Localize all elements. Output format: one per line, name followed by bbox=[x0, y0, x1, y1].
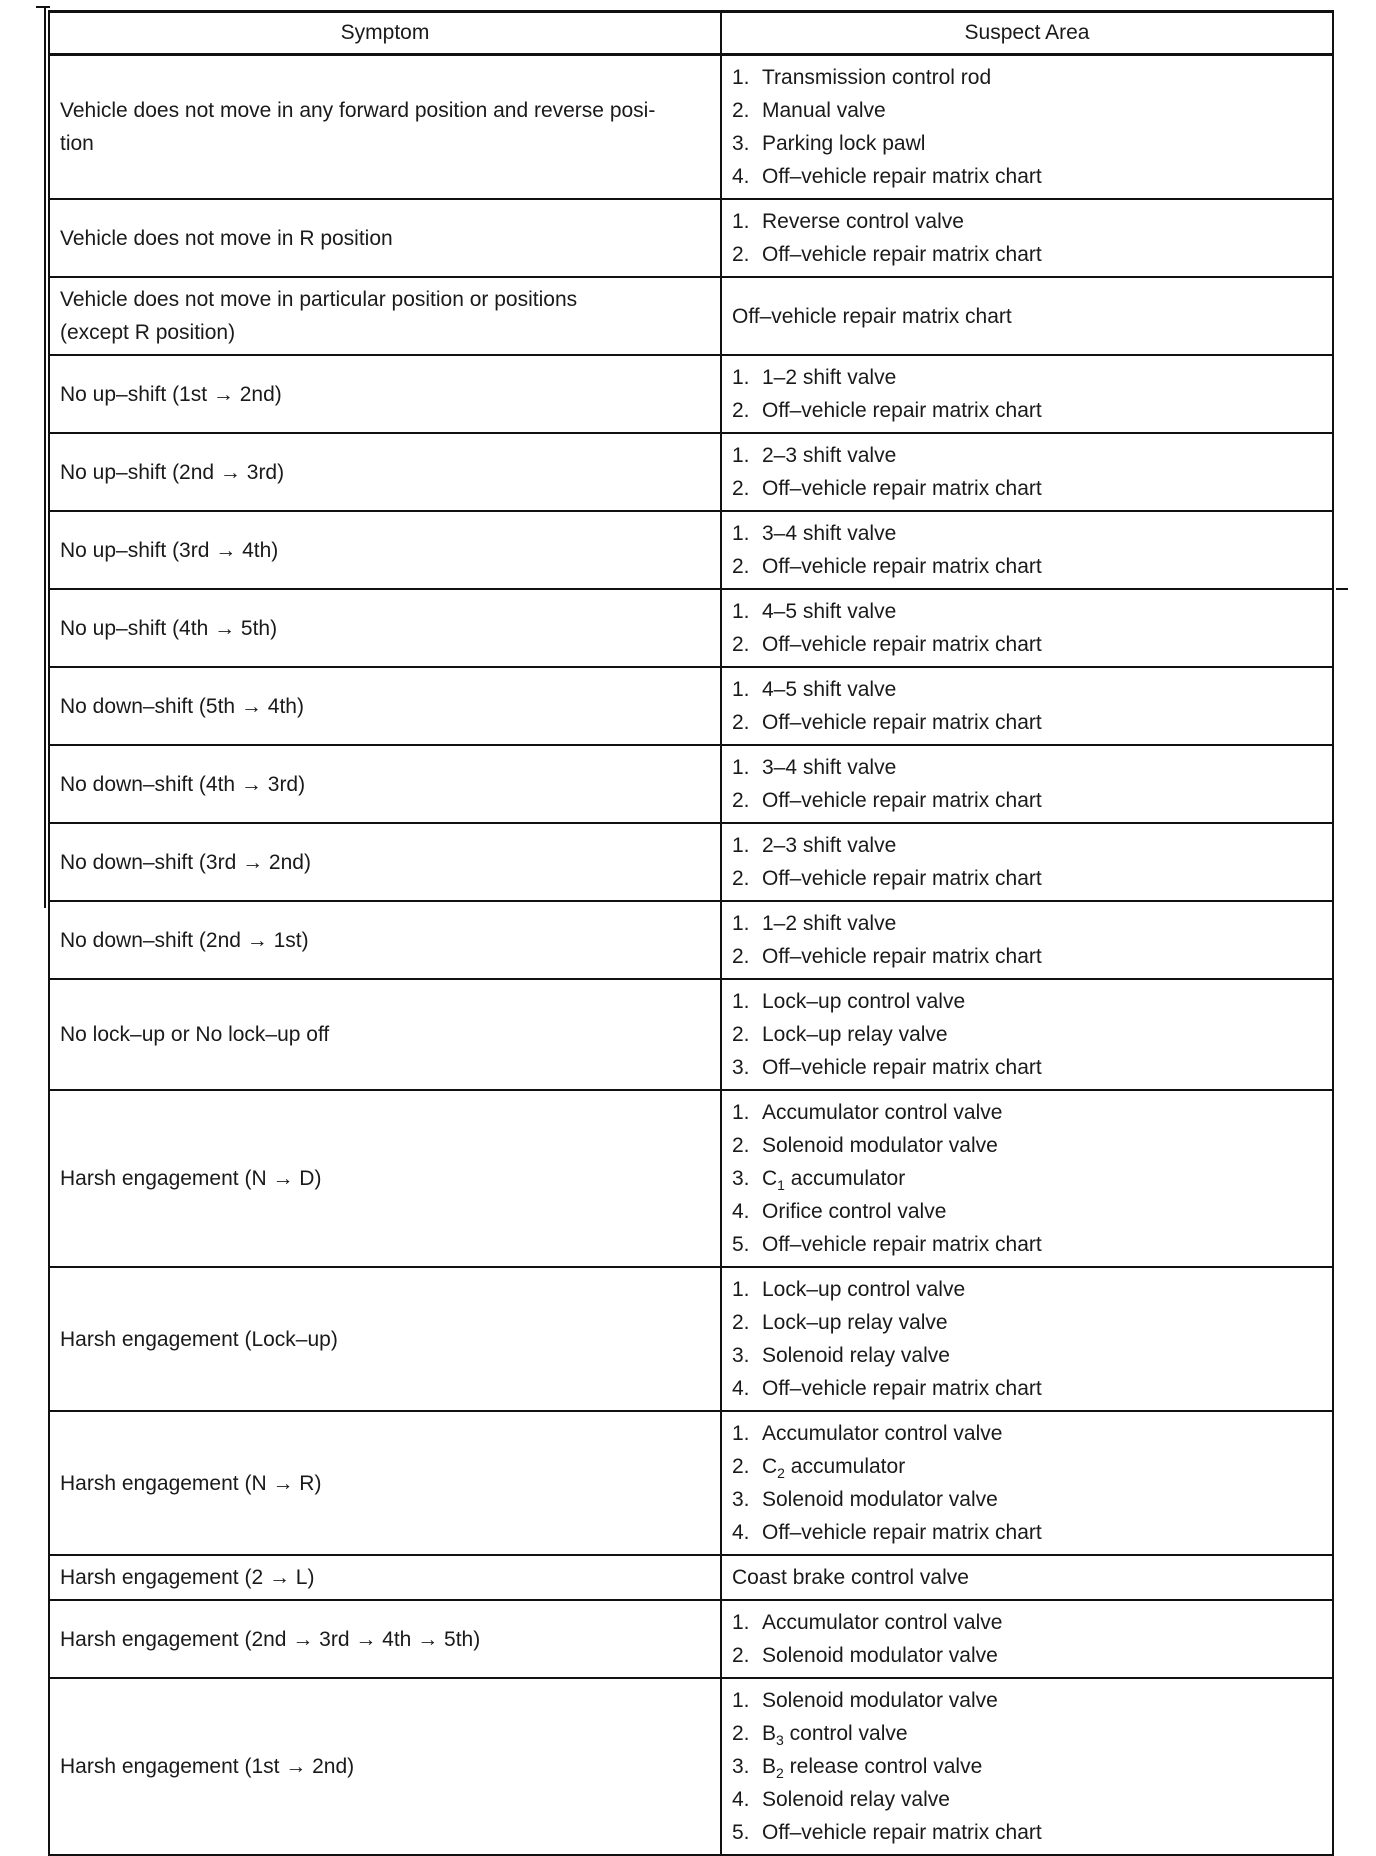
item-number: 2. bbox=[732, 399, 750, 422]
suspect-text bbox=[762, 1755, 983, 1782]
symptom-cell: No down–shift (3rd → 2nd) bbox=[49, 823, 721, 901]
suspect-list bbox=[732, 985, 1322, 1084]
suspect-area-cell bbox=[721, 901, 1333, 979]
suspect-item bbox=[732, 1162, 1322, 1195]
suspect-list bbox=[732, 595, 1322, 661]
table-row bbox=[49, 55, 1333, 200]
item-number: 2. bbox=[732, 789, 750, 812]
table-row bbox=[49, 511, 1333, 589]
suspect-text: 3–4 shift valve bbox=[762, 756, 897, 779]
symptom-cell: No up–shift (1st → 2nd) bbox=[49, 355, 721, 433]
component-name: accumulator bbox=[784, 1167, 906, 1190]
suspect-list bbox=[732, 751, 1322, 817]
suspect-item bbox=[732, 1750, 1322, 1783]
suspect-item bbox=[732, 361, 1322, 394]
table-row bbox=[49, 979, 1333, 1090]
symptom-cell: No down–shift (5th → 4th) bbox=[49, 667, 721, 745]
item-number: 2. bbox=[732, 633, 750, 656]
suspect-area-cell bbox=[721, 199, 1333, 277]
suspect-item bbox=[732, 1195, 1322, 1228]
item-number: 2. bbox=[732, 243, 750, 266]
item-number: 2. bbox=[732, 1722, 750, 1745]
table-row bbox=[49, 1555, 1333, 1600]
item-number: 3. bbox=[732, 1755, 750, 1778]
suspect-text bbox=[762, 1722, 908, 1749]
suspect-item bbox=[732, 1639, 1322, 1672]
suspect-list bbox=[732, 1273, 1322, 1405]
suspect-text: Off–vehicle repair matrix chart bbox=[762, 789, 1042, 812]
suspect-item bbox=[732, 1129, 1322, 1162]
suspect-text: Off–vehicle repair matrix chart bbox=[762, 1821, 1042, 1844]
suspect-item bbox=[732, 1228, 1322, 1261]
component-name: control valve bbox=[783, 1722, 908, 1745]
suspect-item bbox=[732, 907, 1322, 940]
suspect-item bbox=[732, 238, 1322, 271]
suspect-text: Off–vehicle repair matrix chart bbox=[762, 711, 1042, 734]
component-subscript: 2 bbox=[777, 1465, 785, 1482]
suspect-item bbox=[732, 1816, 1322, 1849]
suspect-area-cell: Coast brake control valve bbox=[721, 1555, 1333, 1600]
item-number: 3. bbox=[732, 1056, 750, 1079]
symptom-text-line: Vehicle does not move in any forward position and reverse posi- bbox=[60, 99, 656, 122]
item-number: 2. bbox=[732, 1455, 750, 1478]
item-number: 1. bbox=[732, 1278, 750, 1301]
item-number: 1. bbox=[732, 834, 750, 857]
item-number: 5. bbox=[732, 1821, 750, 1844]
item-number: 4. bbox=[732, 165, 750, 188]
suspect-text: Off–vehicle repair matrix chart bbox=[762, 165, 1042, 188]
suspect-item bbox=[732, 127, 1322, 160]
suspect-text: Off–vehicle repair matrix chart bbox=[762, 633, 1042, 656]
component-subscript: 2 bbox=[776, 1765, 784, 1782]
table-row bbox=[49, 745, 1333, 823]
suspect-item bbox=[732, 1606, 1322, 1639]
suspect-item bbox=[732, 550, 1322, 583]
item-number: 4. bbox=[732, 1200, 750, 1223]
item-number: 2. bbox=[732, 867, 750, 890]
table-header-row bbox=[49, 12, 1333, 55]
suspect-item bbox=[732, 517, 1322, 550]
item-number: 2. bbox=[732, 945, 750, 968]
suspect-item bbox=[732, 94, 1322, 127]
item-number: 3. bbox=[732, 1344, 750, 1367]
symptom-cell: No down–shift (2nd → 1st) bbox=[49, 901, 721, 979]
table-row bbox=[49, 1678, 1333, 1855]
item-number: 3. bbox=[732, 132, 750, 155]
symptom-table bbox=[48, 10, 1334, 1856]
suspect-list bbox=[732, 673, 1322, 739]
suspect-item bbox=[732, 1417, 1322, 1450]
item-number: 2. bbox=[732, 1134, 750, 1157]
corner-mark-top bbox=[36, 6, 50, 8]
table-row bbox=[49, 1090, 1333, 1267]
suspect-item bbox=[732, 1096, 1322, 1129]
suspect-area-cell bbox=[721, 355, 1333, 433]
suspect-item bbox=[732, 862, 1322, 895]
symptom-text-line: Vehicle does not move in particular position or positions bbox=[60, 288, 578, 311]
suspect-text: Accumulator control valve bbox=[762, 1101, 1003, 1124]
table-row bbox=[49, 1267, 1333, 1411]
table-row bbox=[49, 433, 1333, 511]
suspect-text: Off–vehicle repair matrix chart bbox=[762, 243, 1042, 266]
item-number: 1. bbox=[732, 1422, 750, 1445]
suspect-area-cell bbox=[721, 1600, 1333, 1678]
suspect-area-cell bbox=[721, 589, 1333, 667]
suspect-text: Parking lock pawl bbox=[762, 132, 926, 155]
symptom-cell: Harsh engagement (N → D) bbox=[49, 1090, 721, 1267]
suspect-item bbox=[732, 1483, 1322, 1516]
suspect-area-cell bbox=[721, 745, 1333, 823]
item-number: 4. bbox=[732, 1377, 750, 1400]
suspect-list bbox=[732, 205, 1322, 271]
symptom-cell: Harsh engagement (Lock–up) bbox=[49, 1267, 721, 1411]
suspect-text: 2–3 shift valve bbox=[762, 834, 897, 857]
item-number: 4. bbox=[732, 1521, 750, 1544]
suspect-text: Lock–up control valve bbox=[762, 1278, 966, 1301]
suspect-text: 3–4 shift valve bbox=[762, 522, 897, 545]
suspect-text: 2–3 shift valve bbox=[762, 444, 897, 467]
suspect-text: Off–vehicle repair matrix chart bbox=[762, 477, 1042, 500]
suspect-list bbox=[732, 1684, 1322, 1849]
suspect-text: Off–vehicle repair matrix chart bbox=[762, 945, 1042, 968]
component-letter: C bbox=[762, 1455, 778, 1478]
suspect-item bbox=[732, 940, 1322, 973]
table-row bbox=[49, 1600, 1333, 1678]
suspect-item bbox=[732, 1516, 1322, 1549]
suspect-item bbox=[732, 439, 1322, 472]
item-number: 2. bbox=[732, 555, 750, 578]
suspect-text: Off–vehicle repair matrix chart bbox=[762, 1233, 1042, 1256]
suspect-area-cell bbox=[721, 1678, 1333, 1855]
symptom-cell: No up–shift (3rd → 4th) bbox=[49, 511, 721, 589]
suspect-text: 4–5 shift valve bbox=[762, 600, 897, 623]
item-number: 2. bbox=[732, 711, 750, 734]
suspect-area-cell bbox=[721, 511, 1333, 589]
suspect-text: 1–2 shift valve bbox=[762, 912, 897, 935]
suspect-text: Off–vehicle repair matrix chart bbox=[762, 867, 1042, 890]
table-row bbox=[49, 277, 1333, 355]
suspect-area-cell bbox=[721, 823, 1333, 901]
suspect-item bbox=[732, 160, 1322, 193]
suspect-item bbox=[732, 61, 1322, 94]
table-row bbox=[49, 355, 1333, 433]
suspect-area-cell bbox=[721, 1090, 1333, 1267]
suspect-list bbox=[732, 61, 1322, 193]
symptom-cell: Harsh engagement (1st → 2nd) bbox=[49, 1678, 721, 1855]
suspect-item bbox=[732, 595, 1322, 628]
margin-tick-right bbox=[1336, 588, 1348, 590]
suspect-list bbox=[732, 1096, 1322, 1261]
suspect-text: Off–vehicle repair matrix chart bbox=[762, 1521, 1042, 1544]
suspect-text: 4–5 shift valve bbox=[762, 678, 897, 701]
suspect-item bbox=[732, 1018, 1322, 1051]
suspect-item bbox=[732, 205, 1322, 238]
item-number: 1. bbox=[732, 522, 750, 545]
suspect-area-cell bbox=[721, 979, 1333, 1090]
component-letter: B bbox=[762, 1755, 777, 1778]
item-number: 2. bbox=[732, 477, 750, 500]
suspect-text: Reverse control valve bbox=[762, 210, 964, 233]
suspect-list bbox=[732, 829, 1322, 895]
symptom-cell: No down–shift (4th → 3rd) bbox=[49, 745, 721, 823]
suspect-text: Lock–up relay valve bbox=[762, 1311, 948, 1334]
suspect-item bbox=[732, 1717, 1322, 1750]
item-number: 1. bbox=[732, 756, 750, 779]
item-number: 1. bbox=[732, 1611, 750, 1634]
suspect-item bbox=[732, 628, 1322, 661]
margin-rule-left bbox=[44, 8, 46, 908]
suspect-text: Solenoid modulator valve bbox=[762, 1689, 998, 1712]
suspect-item bbox=[732, 673, 1322, 706]
suspect-item bbox=[732, 1783, 1322, 1816]
symptom-text-line: (except R position) bbox=[60, 321, 236, 344]
symptom-cell: No up–shift (2nd → 3rd) bbox=[49, 433, 721, 511]
suspect-list bbox=[732, 517, 1322, 583]
table-row bbox=[49, 901, 1333, 979]
symptom-text-line: tion bbox=[60, 132, 94, 155]
suspect-item bbox=[732, 784, 1322, 817]
table-row bbox=[49, 199, 1333, 277]
component-subscript: 3 bbox=[776, 1732, 784, 1749]
suspect-item bbox=[732, 1684, 1322, 1717]
header-symptom: Symptom bbox=[49, 12, 721, 55]
component-letter: B bbox=[762, 1722, 777, 1745]
suspect-text: Solenoid modulator valve bbox=[762, 1488, 998, 1511]
suspect-text: Off–vehicle repair matrix chart bbox=[762, 1377, 1042, 1400]
symptom-cell: No lock–up or No lock–up off bbox=[49, 979, 721, 1090]
item-number: 1. bbox=[732, 366, 750, 389]
suspect-area-cell bbox=[721, 1267, 1333, 1411]
table-body bbox=[49, 55, 1333, 1856]
suspect-text: Manual valve bbox=[762, 99, 886, 122]
symptom-cell: No up–shift (4th → 5th) bbox=[49, 589, 721, 667]
header-suspect-area: Suspect Area bbox=[721, 12, 1333, 55]
symptom-cell: Vehicle does not move in R position bbox=[49, 199, 721, 277]
table-row bbox=[49, 1411, 1333, 1555]
suspect-item bbox=[732, 1450, 1322, 1483]
suspect-item bbox=[732, 394, 1322, 427]
item-number: 4. bbox=[732, 1788, 750, 1811]
symptom-cell bbox=[49, 55, 721, 200]
item-number: 1. bbox=[732, 990, 750, 1013]
item-number: 1. bbox=[732, 66, 750, 89]
suspect-text: Off–vehicle repair matrix chart bbox=[762, 1056, 1042, 1079]
item-number: 1. bbox=[732, 600, 750, 623]
suspect-item bbox=[732, 1372, 1322, 1405]
suspect-text: Transmission control rod bbox=[762, 66, 992, 89]
item-number: 5. bbox=[732, 1233, 750, 1256]
suspect-text bbox=[762, 1455, 906, 1482]
suspect-list bbox=[732, 1606, 1322, 1672]
suspect-text: Orifice control valve bbox=[762, 1200, 947, 1223]
suspect-area-cell bbox=[721, 667, 1333, 745]
item-number: 1. bbox=[732, 1689, 750, 1712]
component-subscript: 1 bbox=[777, 1177, 785, 1194]
item-number: 2. bbox=[732, 1644, 750, 1667]
suspect-list bbox=[732, 439, 1322, 505]
item-number: 1. bbox=[732, 912, 750, 935]
symptom-cell: Harsh engagement (N → R) bbox=[49, 1411, 721, 1555]
suspect-item bbox=[732, 1273, 1322, 1306]
suspect-item bbox=[732, 751, 1322, 784]
symptom-cell: Harsh engagement (2 → L) bbox=[49, 1555, 721, 1600]
item-number: 1. bbox=[732, 444, 750, 467]
suspect-text: Solenoid modulator valve bbox=[762, 1134, 998, 1157]
component-name: release control valve bbox=[783, 1755, 983, 1778]
item-number: 1. bbox=[732, 678, 750, 701]
suspect-area-cell bbox=[721, 55, 1333, 200]
suspect-text: Solenoid relay valve bbox=[762, 1344, 950, 1367]
item-number: 2. bbox=[732, 99, 750, 122]
item-number: 3. bbox=[732, 1488, 750, 1511]
item-number: 3. bbox=[732, 1167, 750, 1190]
suspect-area-cell: Off–vehicle repair matrix chart bbox=[721, 277, 1333, 355]
suspect-item bbox=[732, 1306, 1322, 1339]
suspect-item bbox=[732, 472, 1322, 505]
component-letter: C bbox=[762, 1167, 778, 1190]
suspect-text: 1–2 shift valve bbox=[762, 366, 897, 389]
suspect-list bbox=[732, 907, 1322, 973]
suspect-item bbox=[732, 1051, 1322, 1084]
suspect-text: Lock–up control valve bbox=[762, 990, 966, 1013]
suspect-item bbox=[732, 985, 1322, 1018]
suspect-text: Accumulator control valve bbox=[762, 1611, 1003, 1634]
suspect-item bbox=[732, 1339, 1322, 1372]
suspect-text: Lock–up relay valve bbox=[762, 1023, 948, 1046]
suspect-list bbox=[732, 361, 1322, 427]
symptom-cell bbox=[49, 277, 721, 355]
suspect-text: Accumulator control valve bbox=[762, 1422, 1003, 1445]
item-number: 2. bbox=[732, 1311, 750, 1334]
table-row bbox=[49, 589, 1333, 667]
suspect-text: Off–vehicle repair matrix chart bbox=[762, 399, 1042, 422]
suspect-item bbox=[732, 829, 1322, 862]
suspect-text bbox=[762, 1167, 906, 1194]
suspect-area-cell bbox=[721, 1411, 1333, 1555]
item-number: 1. bbox=[732, 210, 750, 233]
suspect-item bbox=[732, 706, 1322, 739]
component-name: accumulator bbox=[784, 1455, 906, 1478]
item-number: 2. bbox=[732, 1023, 750, 1046]
suspect-list bbox=[732, 1417, 1322, 1549]
symptom-cell: Harsh engagement (2nd → 3rd → 4th → 5th) bbox=[49, 1600, 721, 1678]
table-row bbox=[49, 823, 1333, 901]
suspect-text: Solenoid relay valve bbox=[762, 1788, 950, 1811]
item-number: 1. bbox=[732, 1101, 750, 1124]
suspect-text: Off–vehicle repair matrix chart bbox=[762, 555, 1042, 578]
suspect-text: Solenoid modulator valve bbox=[762, 1644, 998, 1667]
suspect-area-cell bbox=[721, 433, 1333, 511]
table-row bbox=[49, 667, 1333, 745]
